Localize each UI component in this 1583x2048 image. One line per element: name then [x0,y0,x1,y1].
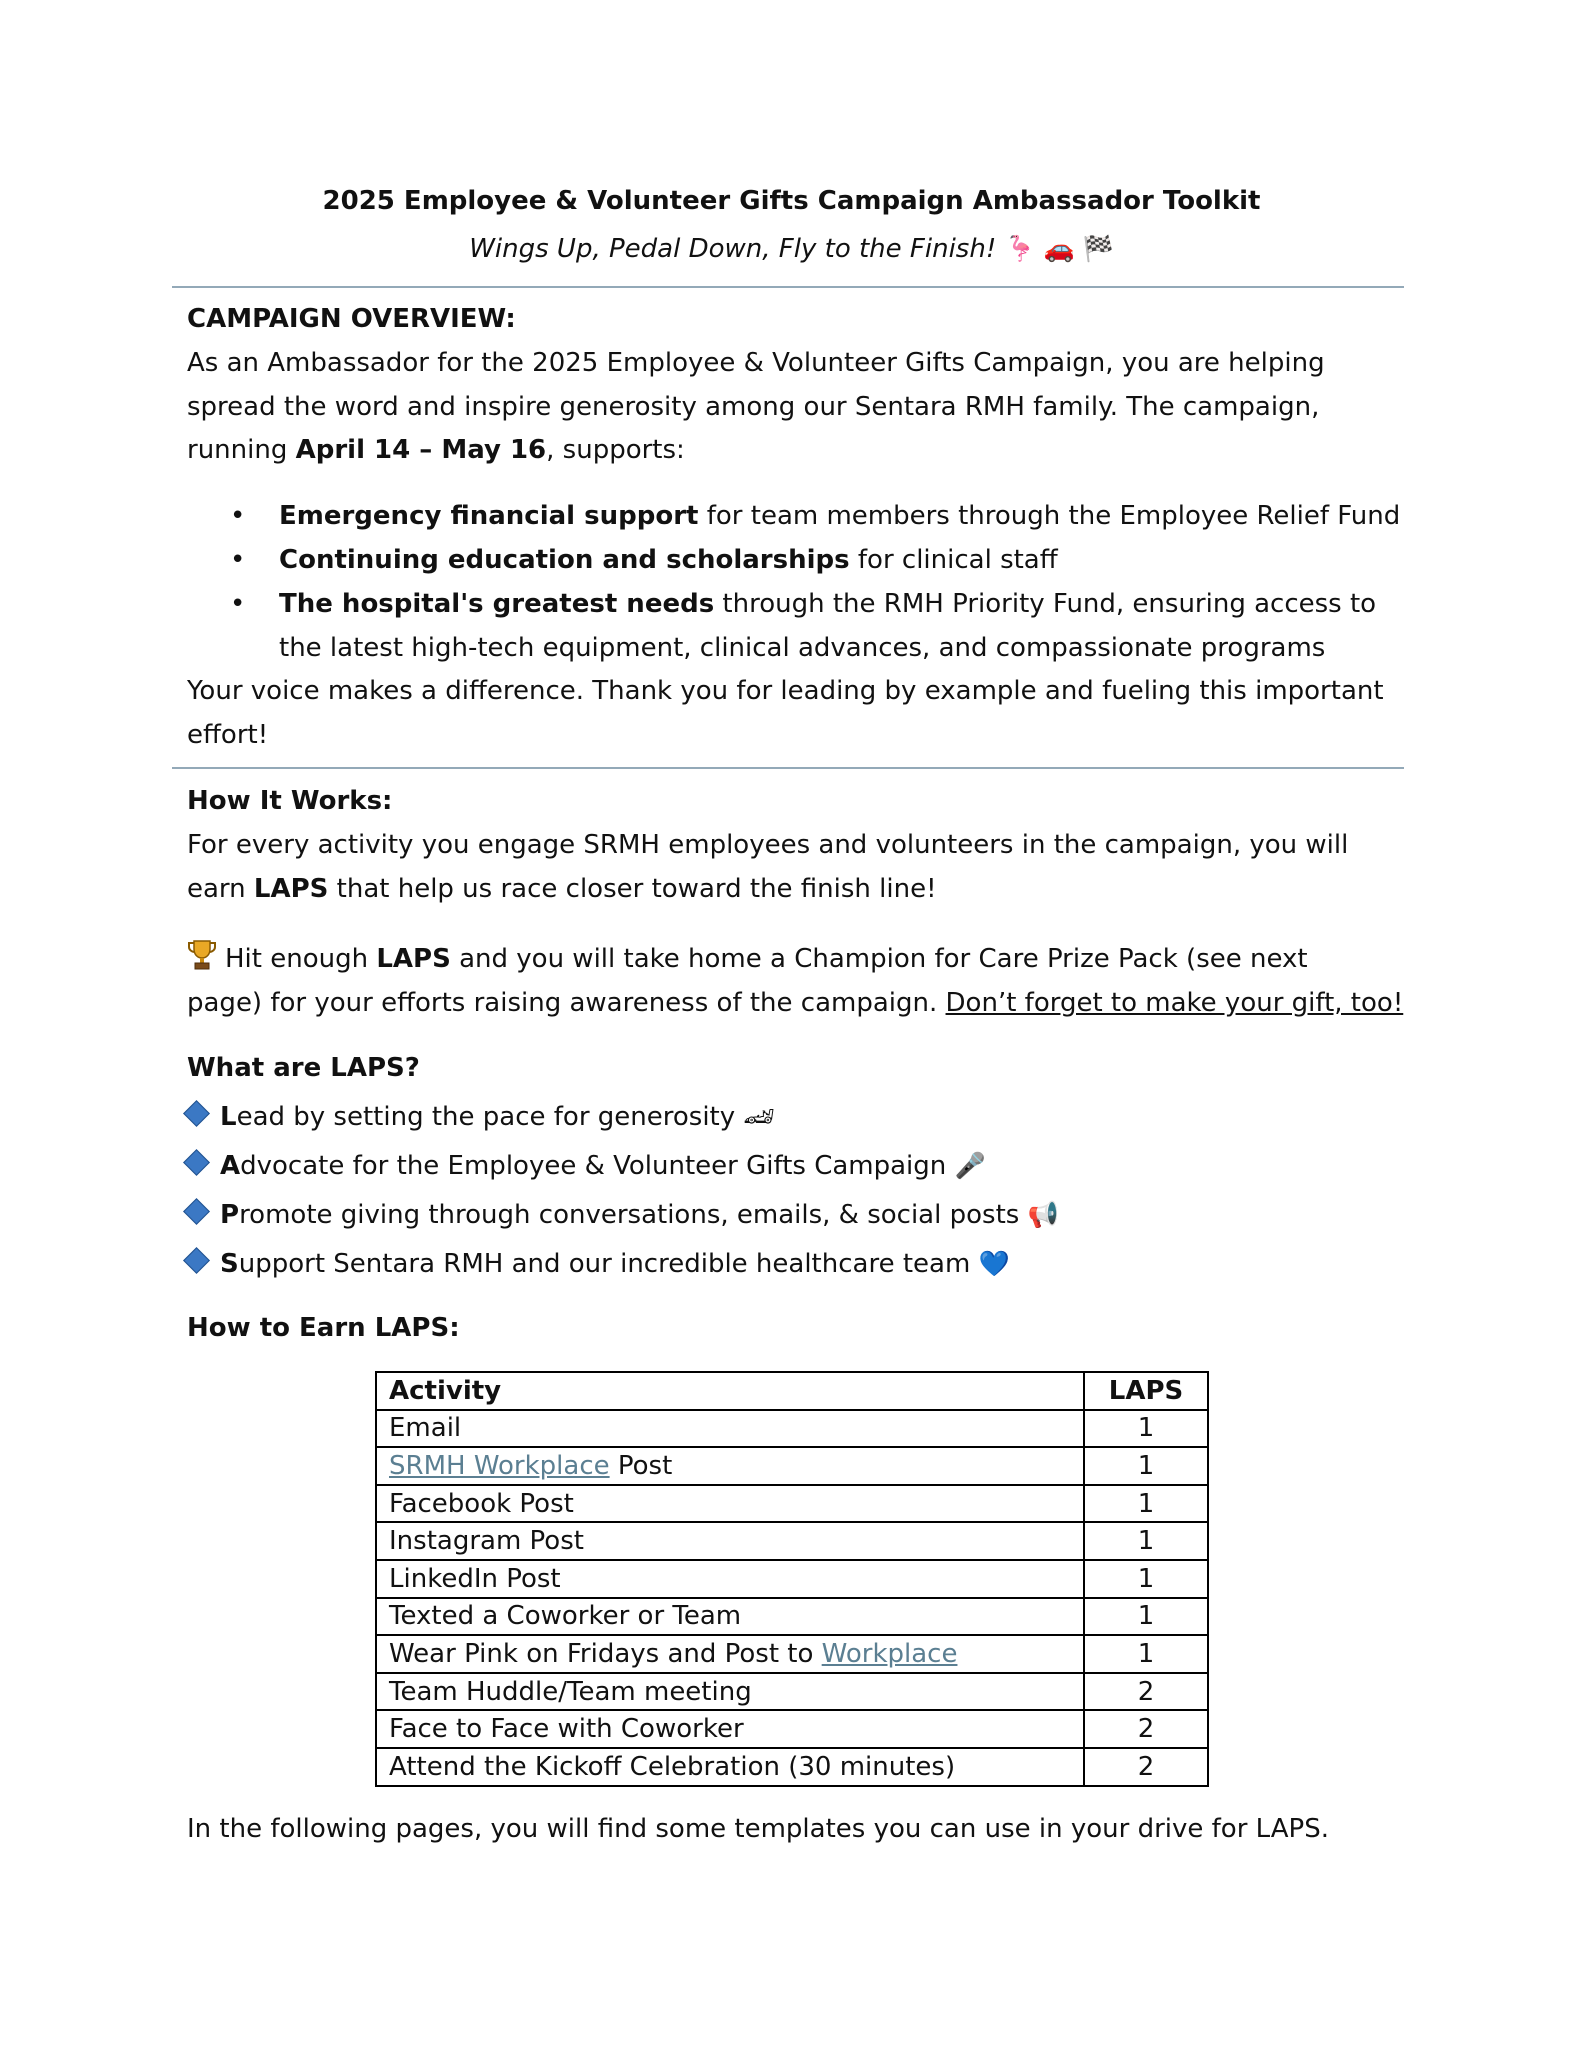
laps-letter: L [220,1102,237,1132]
laps-item-support [181,1242,1010,1286]
microphone-icon: 🎤 [954,1151,986,1180]
laps-item-promote [181,1193,1059,1237]
list-item [279,582,1376,626]
overview-heading: CAMPAIGN OVERVIEW: [187,304,516,334]
overview-line-1: As an Ambassador for the 2025 Employee & Volunteer Gifts Campaign, you are helping [187,348,1325,378]
activity-cell: Facebook Post [376,1485,1084,1523]
activity-cell: Face to Face with Coworker [376,1710,1084,1748]
table-row [376,1560,1208,1598]
prize-line-2-text: page) for your efforts raising awareness of the campaign. [187,988,946,1018]
laps-cell: 1 [1084,1447,1208,1485]
how-it-works-line-2-pre: earn [187,874,254,904]
laps-cell: 1 [1084,1410,1208,1448]
blue-diamond-icon [183,1149,210,1176]
divider [172,286,1404,288]
overview-line-3-post: , supports: [546,435,685,465]
laps-cell: 1 [1084,1560,1208,1598]
table-row [376,1522,1208,1560]
flamingo-car-flag-icons: 🦩 🚗 🏁 [1004,234,1114,263]
overview-closing-2: effort! [187,720,269,750]
laps-item-text: dvocate for the Employee & Volunteer Gifts Campaign [240,1151,947,1181]
document-subtitle [0,234,1583,264]
prize-pre: Hit enough [225,944,377,974]
laps-cell: 1 [1084,1635,1208,1673]
how-it-works-line-2-post: that help us race closer toward the finish line! [328,874,937,904]
laps-cell: 1 [1084,1522,1208,1560]
laps-cell: 2 [1084,1748,1208,1786]
list-item [279,494,1400,538]
list-item-text: for clinical staff [849,545,1058,575]
what-are-laps-heading: What are LAPS? [187,1053,420,1083]
prize-line-1 [187,937,1308,985]
laps-cell: 2 [1084,1673,1208,1711]
subtitle-text: Wings Up, Pedal Down, Fly to the Finish! [469,234,997,264]
overview-line-3-pre: running [187,435,296,465]
laps-item-text: upport Sentara RMH and our incredible healthcare team [238,1249,971,1279]
blue-diamond-icon [183,1100,210,1127]
table-row [376,1598,1208,1636]
document-title: 2025 Employee & Volunteer Gifts Campaign Ambassador Toolkit [322,186,1261,216]
laps-item-lead [181,1095,775,1139]
laps-bold: LAPS [376,944,451,974]
blue-diamond-icon [183,1198,210,1225]
laps-item-text: romote giving through conversations, emails, & social posts [239,1200,1020,1230]
blue-diamond-icon [183,1247,210,1274]
table-row [376,1710,1208,1748]
laps-letter: A [220,1151,241,1181]
megaphone-icon: 📢 [1027,1200,1059,1229]
list-item-text: for team members through the Employee Relief Fund [698,501,1401,531]
table-row [376,1485,1208,1523]
table-row [376,1410,1208,1448]
overview-line-3 [187,428,685,472]
blue-heart-icon: 💙 [978,1249,1010,1278]
srmh-workplace-link[interactable]: SRMH Workplace [389,1450,610,1481]
workplace-link[interactable]: Workplace [821,1638,958,1669]
how-it-works-heading: How It Works: [187,786,393,816]
how-it-works-line-2 [187,867,937,911]
laps-letter: P [220,1200,240,1230]
table-header-row [376,1372,1208,1410]
table-row [376,1748,1208,1786]
activity-cell: Texted a Coworker or Team [376,1598,1084,1636]
how-it-works-line-1: For every activity you engage SRMH employees and volunteers in the campaign, you will [187,830,1349,860]
activity-cell: Wear Pink on Fridays and Post to Workplace [376,1635,1084,1673]
list-item-bold: Continuing education and scholarships [279,545,850,575]
make-gift-reminder: Don’t forget to make your gift, too! [945,988,1404,1018]
header-laps: LAPS [1084,1372,1208,1410]
laps-bold: LAPS [253,874,329,904]
overview-line-2: spread the word and inspire generosity among our Sentara RMH family. The campaign, [187,392,1320,422]
list-item-bold: Emergency financial support [279,501,699,531]
laps-item-advocate [181,1144,986,1188]
laps-table [375,1371,1209,1787]
laps-cell: 1 [1084,1485,1208,1523]
bullet-icon: • [230,589,246,619]
prize-post: and you will take home a Champion for Care Prize Pack (see next [450,944,1308,974]
activity-cell: LinkedIn Post [376,1560,1084,1598]
list-item [279,538,1058,582]
overview-closing-1: Your voice makes a difference. Thank you for leading by example and fueling this important [187,676,1384,706]
earn-laps-heading: How to Earn LAPS: [187,1313,460,1343]
laps-cell: 1 [1084,1598,1208,1636]
header-activity: Activity [376,1372,1084,1410]
campaign-dates: April 14 – May 16 [295,435,547,465]
activity-cell: Team Huddle/Team meeting [376,1673,1084,1711]
activity-cell: Attend the Kickoff Celebration (30 minutes) [376,1748,1084,1786]
list-item-continuation: the latest high-tech equipment, clinical advances, and compassionate programs [279,633,1326,663]
list-item-bold: The hospital's greatest needs [279,589,715,619]
activity-cell: Instagram Post [376,1522,1084,1560]
race-car-icon: 🏎 [743,1102,776,1131]
laps-item-text: ead by setting the pace for generosity [236,1102,736,1132]
prize-line-2 [187,981,1403,1025]
activity-cell: Email [376,1410,1084,1448]
table-row [376,1447,1208,1485]
table-row [376,1673,1208,1711]
bullet-icon: • [230,545,246,575]
activity-cell: SRMH Workplace Post [376,1447,1084,1485]
divider [172,767,1404,769]
bullet-icon: • [230,501,246,531]
list-item-text: through the RMH Priority Fund, ensuring access to [714,589,1377,619]
table-footer-note: In the following pages, you will find some templates you can use in your drive for LAPS. [187,1814,1329,1844]
laps-cell: 2 [1084,1710,1208,1748]
laps-letter: S [220,1249,239,1279]
table-row [376,1635,1208,1673]
trophy-icon [187,939,217,985]
